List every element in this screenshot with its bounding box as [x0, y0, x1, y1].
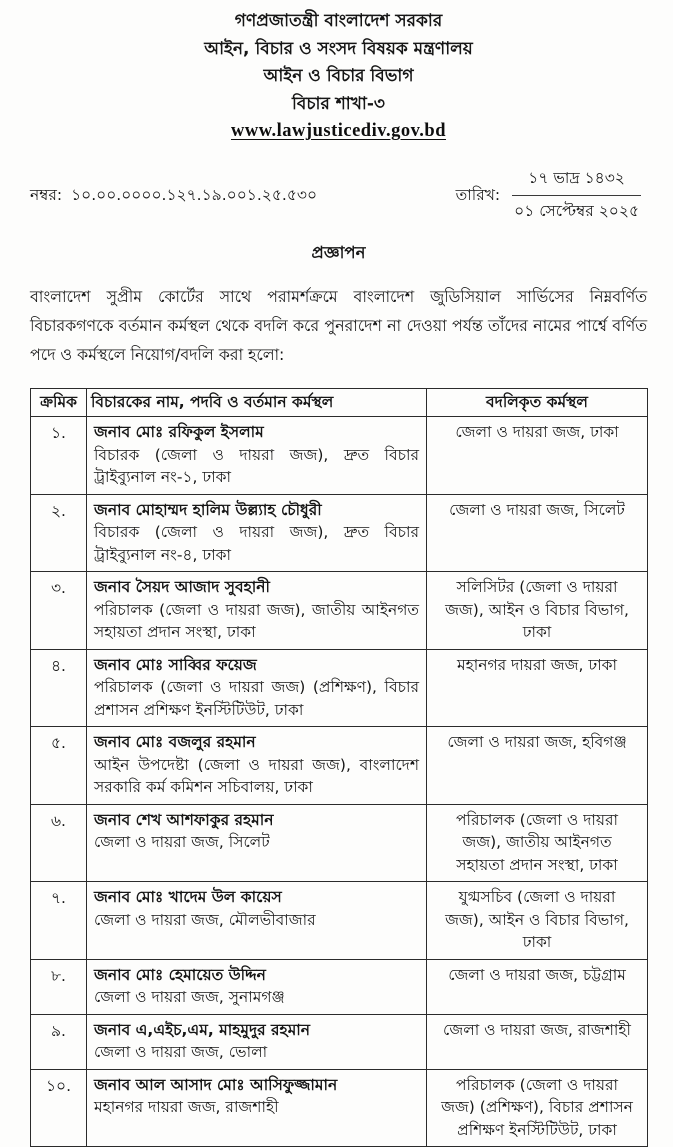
memo-number-label: নম্বর:	[30, 185, 63, 204]
serial-cell: ১০.	[31, 1069, 87, 1147]
table-row	[31, 1069, 648, 1147]
judge-name: জনাব মোঃ বজলুর রহমান	[94, 733, 256, 751]
judge-name: জনাব মোঃ সাব্বির ফয়েজ	[94, 655, 257, 674]
column-header-transfer: বদলিকৃত কর্মস্থল	[427, 389, 648, 417]
date-block	[456, 166, 641, 225]
serial-cell: ৩.	[31, 572, 87, 650]
judge-cell	[87, 649, 427, 727]
date-gregorian: ০১ সেপ্টেম্বর ২০২৫	[514, 202, 639, 220]
judge-cell	[87, 727, 427, 805]
judge-name: জনাব মোঃ হেমায়েত উদ্দিন	[94, 965, 266, 984]
transfer-table-body	[31, 417, 648, 1147]
column-header-judge: বিচারকের নাম, পদবি ও বর্তমান কর্মস্থল	[87, 389, 427, 417]
transfer-post-cell: জেলা ও দায়রা জজ, চট্টগ্রাম	[427, 959, 648, 1014]
judge-name: জনাব আল আসাদ মোঃ আসিফুজ্জামান	[94, 1075, 338, 1094]
notification-title: প্রজ্ঞাপন	[311, 243, 366, 262]
transfer-post-cell: জেলা ও দায়রা জজ, রাজশাহী	[427, 1014, 648, 1069]
judge-current-post: মহানগর দায়রা জজ, রাজশাহী	[94, 1098, 279, 1116]
transfer-post-cell: জেলা ও দায়রা জজ, সিলেট	[427, 494, 648, 572]
table-row	[31, 649, 648, 727]
letterhead-government-name: গণপ্রজাতন্ত্রী বাংলাদেশ সরকার	[234, 11, 443, 31]
judge-cell	[87, 882, 427, 960]
table-row	[31, 494, 648, 572]
serial-cell: ২.	[31, 494, 87, 572]
judge-cell	[87, 804, 427, 882]
judge-current-post: পরিচালক (জেলা ও দায়রা জজ) (প্রশিক্ষণ), বিচার প্রশাসন প্রশিক্ষণ ইনস্টিটিউট, ঢাকা	[94, 678, 419, 719]
table-row	[31, 804, 648, 882]
column-header-serial: ক্রমিক	[31, 389, 87, 417]
serial-cell: ৭.	[31, 882, 87, 960]
government-letterhead	[30, 8, 647, 142]
judge-name: জনাব মোঃ খাদেম উল কায়েস	[94, 888, 282, 906]
judge-name: জনাব মোহাম্মদ হালিম উল্ল্যাহ চৌধুরী	[94, 500, 322, 519]
transfer-post-cell: সলিসিটর (জেলা ও দায়রা জজ), আইন ও বিচার বিভাগ, ঢাকা	[427, 572, 648, 650]
transfer-post-cell: পরিচালক (জেলা ও দায়রা জজ) (প্রশিক্ষণ), বিচার প্রশাসন প্রশিক্ষণ ইনস্টিটিউট, ঢাকা	[427, 1069, 648, 1147]
table-row	[31, 1014, 648, 1069]
judge-name: জনাব এ,এইচ,এম, মাহমুদুর রহমান	[94, 1020, 311, 1039]
memo-meta-row	[30, 166, 647, 225]
judge-current-post: আইন উপদেষ্টা (জেলা ও দায়রা জজ), বাংলাদেশ সরকারি কর্ম কমিশন সচিবালয়, ঢাকা	[94, 755, 419, 796]
serial-cell: ৮.	[31, 959, 87, 1014]
table-row	[31, 727, 648, 805]
transfer-post-cell: জেলা ও দায়রা জজ, হবিগঞ্জ	[427, 727, 648, 805]
serial-cell: ৪.	[31, 649, 87, 727]
memo-number	[30, 183, 317, 209]
table-header-row	[31, 389, 648, 417]
transfer-post-cell: জেলা ও দায়রা জজ, ঢাকা	[427, 417, 648, 495]
letterhead-ministry-name: আইন, বিচার ও সংসদ বিষয়ক মন্ত্রণালয়	[204, 38, 473, 59]
judge-current-post: জেলা ও দায়রা জজ, সিলেট	[94, 833, 270, 851]
judge-current-post: জেলা ও দায়রা জজ, ভোলা	[94, 1043, 268, 1061]
letterhead-division-name: আইন ও বিচার বিভাগ	[263, 66, 414, 86]
date-stack	[512, 166, 641, 225]
judge-name: জনাব মোঃ রফিকুল ইসলাম	[94, 423, 264, 441]
judge-cell	[87, 572, 427, 650]
website-link: www.lawjusticediv.gov.bd	[230, 121, 447, 141]
judge-cell	[87, 417, 427, 495]
judge-cell	[87, 1069, 427, 1147]
body-paragraph: বাংলাদেশ সুপ্রীম কোর্টের সাথে পরামর্শক্রমে বাংলাদেশ জুডিসিয়াল সার্ভিসের নিম্নবর্ণিত বিচারকগণকে বর্তমান কর্মস্থল থেকে বদলি করে পুনরাদেশ না দেওয়া পর্যন্ত তাঁদের নামের পার্শ্বে বর্ণিত পদে ও কর্মস্থলে নিয়োগ/বদলি করা হলো:	[30, 287, 647, 364]
table-row	[31, 959, 648, 1014]
serial-cell: ৬.	[31, 804, 87, 882]
transfer-post-cell: যুগ্মসচিব (জেলা ও দায়রা জজ), আইন ও বিচার বিভাগ, ঢাকা	[427, 882, 648, 960]
table-row	[31, 572, 648, 650]
letterhead-branch-name: বিচার শাখা-৩	[292, 93, 385, 114]
judge-current-post: পরিচালক (জেলা ও দায়রা জজ), জাতীয় আইনগত সহায়তা প্রদান সংস্থা, ঢাকা	[94, 600, 419, 641]
judge-current-post: জেলা ও দায়রা জজ, মৌলভীবাজার	[94, 910, 316, 929]
serial-cell: ১.	[31, 417, 87, 495]
memo-number-value: ১০.০০.০০০০.১২৭.১৯.০০১.২৫.৫৩০	[71, 185, 318, 204]
judge-current-post: বিচারক (জেলা ও দায়রা জজ), দ্রুত বিচার ট্রাইব্যুনাল নং-১, ঢাকা	[94, 445, 419, 486]
transfer-table	[30, 388, 648, 1147]
serial-cell: ৯.	[31, 1014, 87, 1069]
table-row	[31, 882, 648, 960]
transfer-post-cell: মহানগর দায়রা জজ, ঢাকা	[427, 649, 648, 727]
transfer-post-cell: পরিচালক (জেলা ও দায়রা জজ), জাতীয় আইনগত সহায়তা প্রদান সংস্থা, ঢাকা	[427, 804, 648, 882]
judge-current-post: বিচারক (জেলা ও দায়রা জজ), দ্রুত বিচার ট্রাইব্যুনাল নং-৪, ঢাকা	[94, 523, 419, 564]
judge-cell	[87, 959, 427, 1014]
date-bangla: ১৭ ভাদ্র ১৪৩২	[512, 166, 641, 196]
judge-cell	[87, 494, 427, 572]
date-label: তারিখ:	[455, 185, 501, 204]
judge-current-post: জেলা ও দায়রা জজ, সুনামগঞ্জ	[94, 988, 285, 1006]
judge-name: জনাব সৈয়দ আজাদ সুবহানী	[94, 578, 270, 596]
judge-name: জনাব শেখ আশফাকুর রহমান	[94, 810, 274, 829]
judge-cell	[87, 1014, 427, 1069]
serial-cell: ৫.	[31, 727, 87, 805]
table-row	[31, 417, 648, 495]
